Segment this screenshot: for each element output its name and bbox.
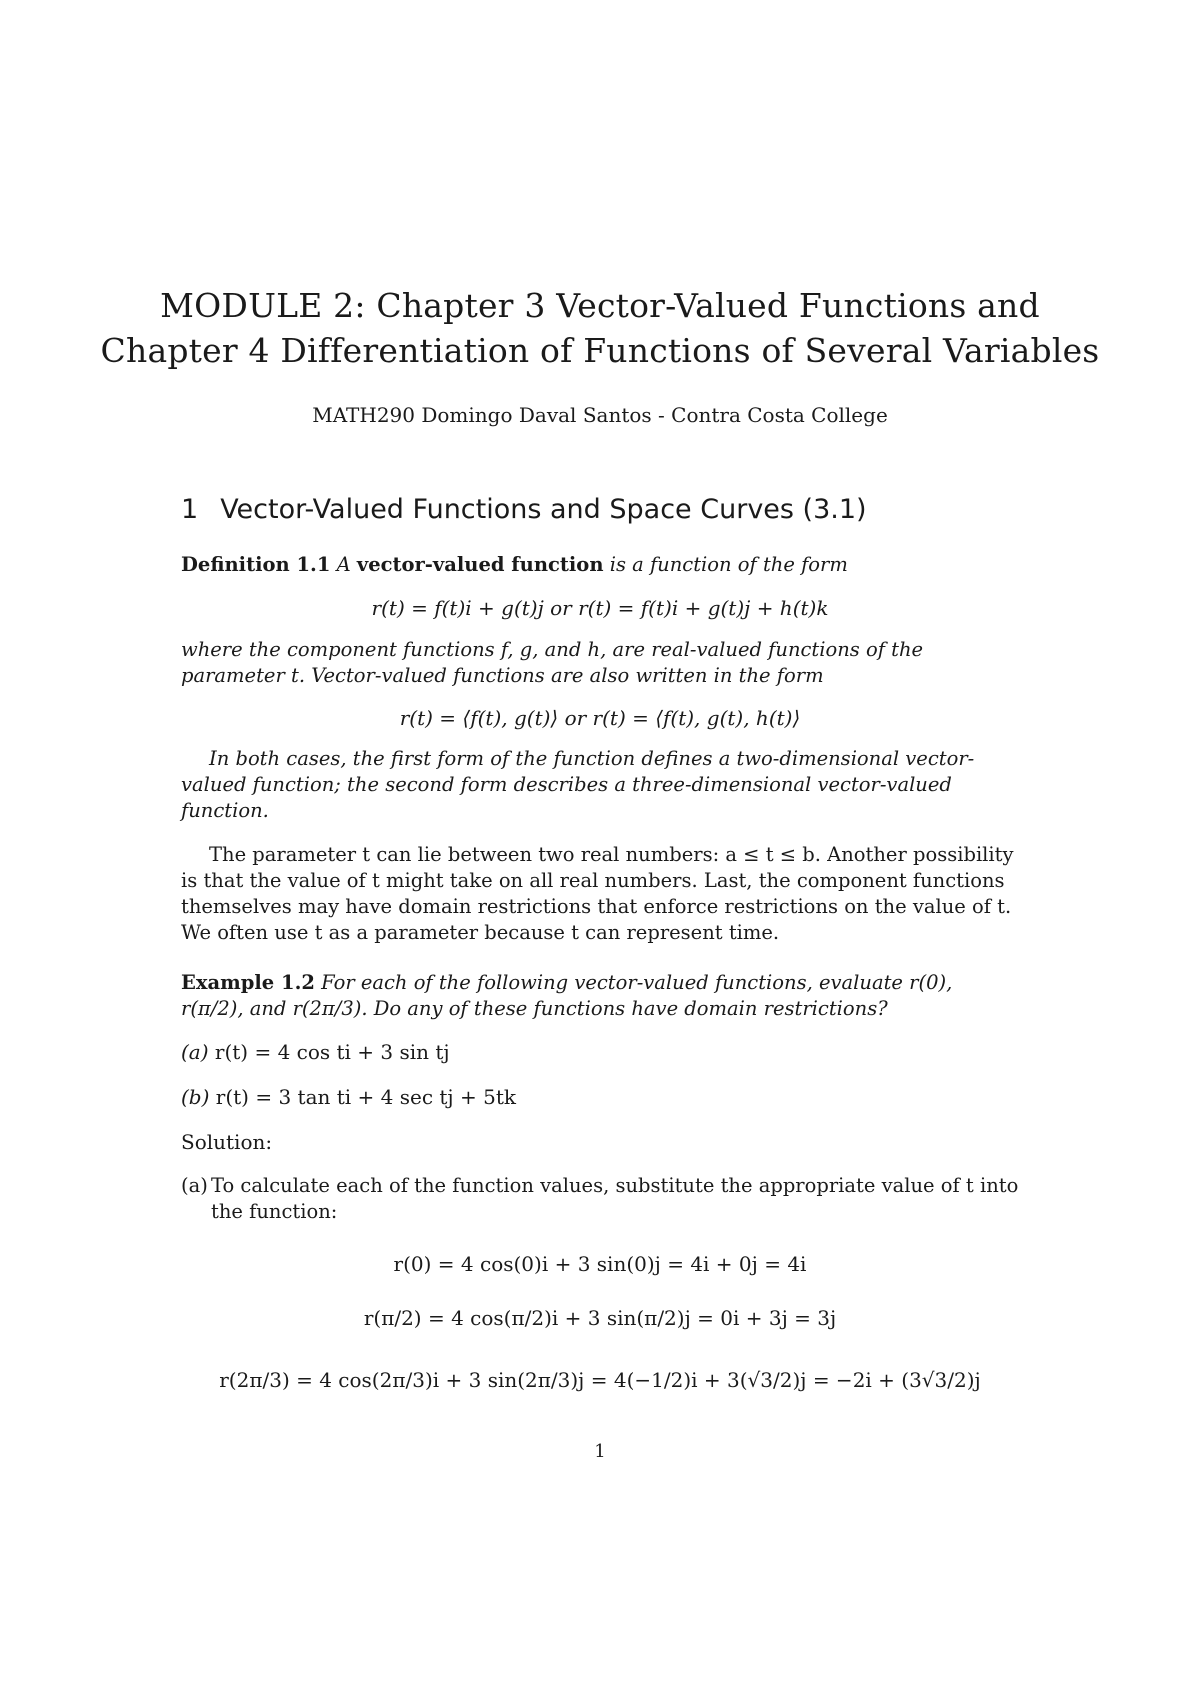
section-title: Vector-Valued Functions and Space Curves (3.1) bbox=[220, 494, 867, 525]
item-b-label: (b) bbox=[181, 1085, 210, 1109]
example-item-a bbox=[181, 1040, 450, 1064]
equation-vector-function-forms: r(t) = f(t)i + g(t)j or r(t) = f(t)i + g(t)j + h(t)k bbox=[371, 596, 829, 620]
definition-lead: A bbox=[336, 553, 351, 576]
item-b-expression: r(t) = 3 tan ti + 4 sec tj + 5tk bbox=[215, 1085, 516, 1109]
document-title-line-2: Chapter 4 Differentiation of Functions of Several Variables bbox=[100, 331, 1100, 370]
item-a-label: (a) bbox=[181, 1040, 209, 1064]
page-number: 1 bbox=[594, 1441, 606, 1462]
section-heading bbox=[181, 494, 867, 525]
definition-intro bbox=[181, 552, 1021, 578]
item-a-expression: r(t) = 4 cos ti + 3 sin tj bbox=[214, 1040, 450, 1064]
solution-part-a bbox=[181, 1173, 1021, 1225]
definition-label: Definition 1.1 bbox=[181, 553, 331, 576]
definition-rest: is a function of the form bbox=[609, 553, 848, 576]
parameter-paragraph: The parameter t can lie between two real numbers: a ≤ t ≤ b. Another possibility is that the value of t might take on all real numbers. Last, the component functions themselves may have domain restrictions that enforce restrictions on the value of t. We often use t as a parameter because t can represent time. bbox=[181, 843, 1014, 944]
solution-equation-r-2pi-over-3: r(2π/3) = 4 cos(2π/3)i + 3 sin(2π/3)j = 4(−1/2)i + 3(√3/2)j = −2i + (3√3/2)j bbox=[219, 1368, 981, 1392]
definition-component-text: where the component functions f, g, and h, are real-valued functions of the parameter t. Vector-valued functions are also written in the form bbox=[181, 638, 924, 687]
solution-label: Solution: bbox=[181, 1130, 273, 1154]
solution-a-text: To calculate each of the function values, substitute the appropriate value of t into the function: bbox=[211, 1174, 1019, 1223]
definition-term: vector-valued function bbox=[356, 553, 604, 576]
definition-dimension-text: In both cases, the first form of the function defines a two-dimensional vector-valued function; the second form describes a three-dimensional vector-valued function. bbox=[181, 747, 975, 822]
solution-equation-r0: r(0) = 4 cos(0)i + 3 sin(0)j = 4i + 0j = 4i bbox=[393, 1252, 807, 1276]
example-statement bbox=[181, 970, 1021, 1022]
equation-angle-bracket-forms: r(t) = ⟨f(t), g(t)⟩ or r(t) = ⟨f(t), g(t), h(t)⟩ bbox=[399, 706, 801, 730]
section-number: 1 bbox=[181, 494, 199, 525]
example-label: Example 1.2 bbox=[181, 971, 315, 994]
author-line: MATH290 Domingo Daval Santos - Contra Costa College bbox=[312, 403, 888, 427]
example-item-b bbox=[181, 1085, 516, 1109]
solution-equation-r-pi-over-2: r(π/2) = 4 cos(π/2)i + 3 sin(π/2)j = 0i + 3j = 3j bbox=[363, 1306, 837, 1330]
solution-a-label: (a) bbox=[181, 1174, 208, 1197]
document-title-line-1: MODULE 2: Chapter 3 Vector-Valued Functions and bbox=[160, 286, 1040, 325]
example-text: For each of the following vector-valued functions, evaluate r(0), r(π/2), and r(2π/3). Do any of these functions have domain restrictions? bbox=[181, 971, 953, 1020]
